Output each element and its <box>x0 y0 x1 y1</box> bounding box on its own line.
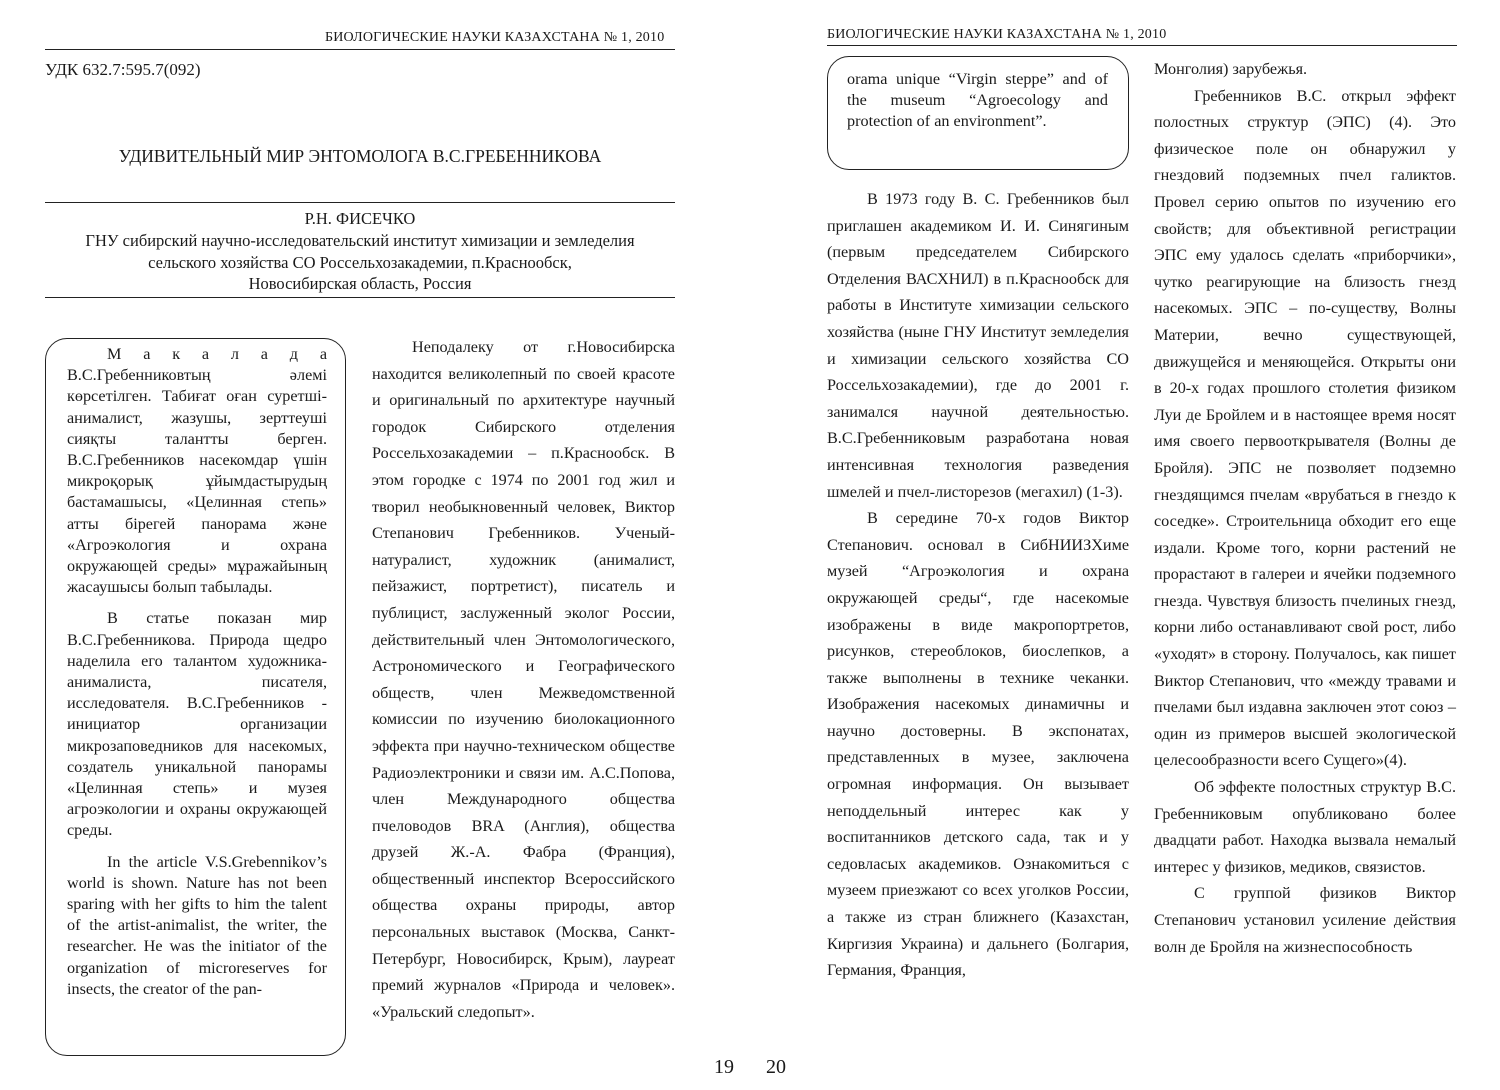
abstract-kazakh: М а к а л а д а В.С.Гребенниковтың әлемі көрсетілген. Табиғат оған суретші-анималист, жазушы, зерттеуші сияқты талантты берген. В.С.Гребенников насекомдар үшін микроқорық ұйымдастырудың бастамашысы, «Целинная степь» атты бірегей панорама және «Агроэкология и охрана окружающей среды» мұражайының жасаушысы болып табылады. <box>67 345 327 597</box>
paragraph-physicists: С группой физиков Виктор Степанович установил усиление действия волн де Бройля на жизнеспособность <box>1154 884 1456 956</box>
intro-paragraph: Неподалеку от г.Новосибирска находится великолепный по своей красоте и оригинальный по архитектуре научный городок Сибирского отделения Россельхозакадемии – п.Краснообск. В этом городке с 1974 по 2001 год жил и творил необыкновенный человек, Виктор Степанович Гребенников. Ученый-натуралист, художник (анималист, пейзажист, портретист), писатель и публицист, заслуженный эколог России, действительный член Энтомологического, Астрономического и Географического обществ, член Межведомственной комиссии по изучению биолокационного эффекта при научно-техническом обществе Радиоэлектроники и связи им. А.С.Попова, член Международного общества пчеловодов BRA (Англия), общества друзей Ж.-А. Фабра (Франция), общественный инспектор Всероссийского общества охраны природы, автор персональных выставок (Москва, Санкт-Петербург, Новосибирск, Крым), лауреат премий журналов «Природа и человек». «Уральский следопыт». <box>372 338 675 1021</box>
paragraph-eps: Гребенников В.С. открыл эффект полостных структур (ЭПС) (4). Это физическое поле он обнаружил у гнездовий подземных пчел галиктов. Провел серию опытов по изучению его свойств; для объективной регистрации ЭПС ему удалось сделать «приборчики», чутко реагирующие на близость гнезд насекомых. ЭПС – по-существу, Волны Материи, вечно существующей, движущейся и меняющейся. Открыты они в 20-х годах прошлого столетия физиком Луи де Бройлем и в настоящее время носят имя своего первооткрывателя (Волны де Бройля). ЭПС не позволяет подземно гнездящимся пчелам «врубаться в гнездо к соседке». Строительница обходит его еще издали. Кроме того, корни растений не прорастают в галереи и ячейки подземного гнезда. Чувствуя близость пчелиных гнезд, корни либо останавливают свой рост, либо «уходят» в сторону. Получалось, как пишет Виктор Степанович, что «между травами и пчелами был издавна заключен этот союз – один из примеров высшей экологической целесообразности всего Сущего»(4). <box>1154 86 1456 770</box>
affiliation-line-3: Новосибирская область, Россия <box>248 274 472 293</box>
affiliation-line-1: ГНУ сибирский научно-исследовательский институт химизации и земледелия <box>85 231 635 250</box>
abstract-english-continued: orama unique “Virgin steppe” and of the museum “Agroecology and protection of an environment”. <box>847 70 1108 131</box>
abstract-english: In the article V.S.Grebennikov’s world is shown. Nature has not been sparing with her gifts to him the talent of the artist-animalist, the writer, the researcher. He was the initiator of the organization of microreserves for insects, the creator of the pan- <box>67 852 327 998</box>
left-running-head: БИОЛОГИЧЕСКИЕ НАУКИ КАЗАХСТАНА № 1, 2010 <box>325 30 665 45</box>
paragraph-publications: Об эффекте полостных структур В.С. Гребенниковым опубликовано более двадцати работ. Находка вызвала немалый интерес у физиков, медиков, связистов. <box>1154 778 1456 876</box>
left-body-column <box>372 334 675 1025</box>
author-block-bottom-rule <box>45 297 675 298</box>
paragraph-continued: Монголия) зарубежья. <box>1154 60 1308 78</box>
author-name: Р.Н. ФИСЕЧКО <box>304 209 416 228</box>
affiliation-line-2: сельского хозяйства СО Россельхозакадемии, п.Краснообск, <box>148 253 572 272</box>
right-column-1 <box>827 186 1129 984</box>
right-column-2 <box>1154 56 1456 960</box>
right-header-rule <box>827 45 1457 46</box>
page-number-left: 19 <box>714 1056 734 1078</box>
paragraph-museum: В середине 70-х годов Виктор Степанович. основал в СибНИИЗХиме музей “Агроэкология и охрана окружающей среды“, где насекомые изображены в виде макропортретов, рисунков, стереоблоков, биослепков, а также выполнены в технике чеканки. Изображения насекомых динамичны и научно достоверны. В экспонатах, представленных в музее, заключена огромная информация. Он вызывает неподдельный интерес как у воспитанников детского сада, так и у седовласых академиков. Ознакомиться с музеем приезжают со всех уголков России, а также из стран ближнего (Казахстан, Киргизия Украина) и дальнего (Болгария, Германия, Франция, <box>827 509 1129 980</box>
article-title: УДИВИТЕЛЬНЫЙ МИР ЭНТОМОЛОГА В.С.ГРЕБЕННИКОВА <box>118 146 602 166</box>
udk-code: УДК 632.7:595.7(092) <box>45 60 201 79</box>
abstract-russian: В статье показан мир В.С.Гребенникова. Природа щедро наделила его талантом художника-анималиста, писателя, исследователя. В.С.Гребенников - инициатор организации микрозаповедников для насекомых, создатель уникальной панорамы «Целинная степь» и музея агроэкологии и охраны окружающей среды. <box>67 609 327 840</box>
left-header-rule <box>45 49 675 50</box>
author-block-top-rule <box>45 202 675 203</box>
right-running-head: БИОЛОГИЧЕСКИЕ НАУКИ КАЗАХСТАНА № 1, 2010 <box>827 27 1167 42</box>
abstract-text <box>67 344 327 1000</box>
page-number-right: 20 <box>766 1056 786 1078</box>
paragraph-1973: В 1973 году В. С. Гребенников был приглашен академиком И. И. Синягиным (первым председателем Сибирского Отделения ВАСХНИЛ) в п.Краснообск для работы в Институте химизации сельского хозяйства (ныне ГНУ Институт земледелия и химизации сельского хозяйства СО Россельхозакадемии), где до 2001 г. занимался научной деятельностью. В.С.Гребенниковым разработана новая интенсивная технология разведения шмелей и пчел-листорезов (мегахил) (1-3). <box>827 190 1129 501</box>
